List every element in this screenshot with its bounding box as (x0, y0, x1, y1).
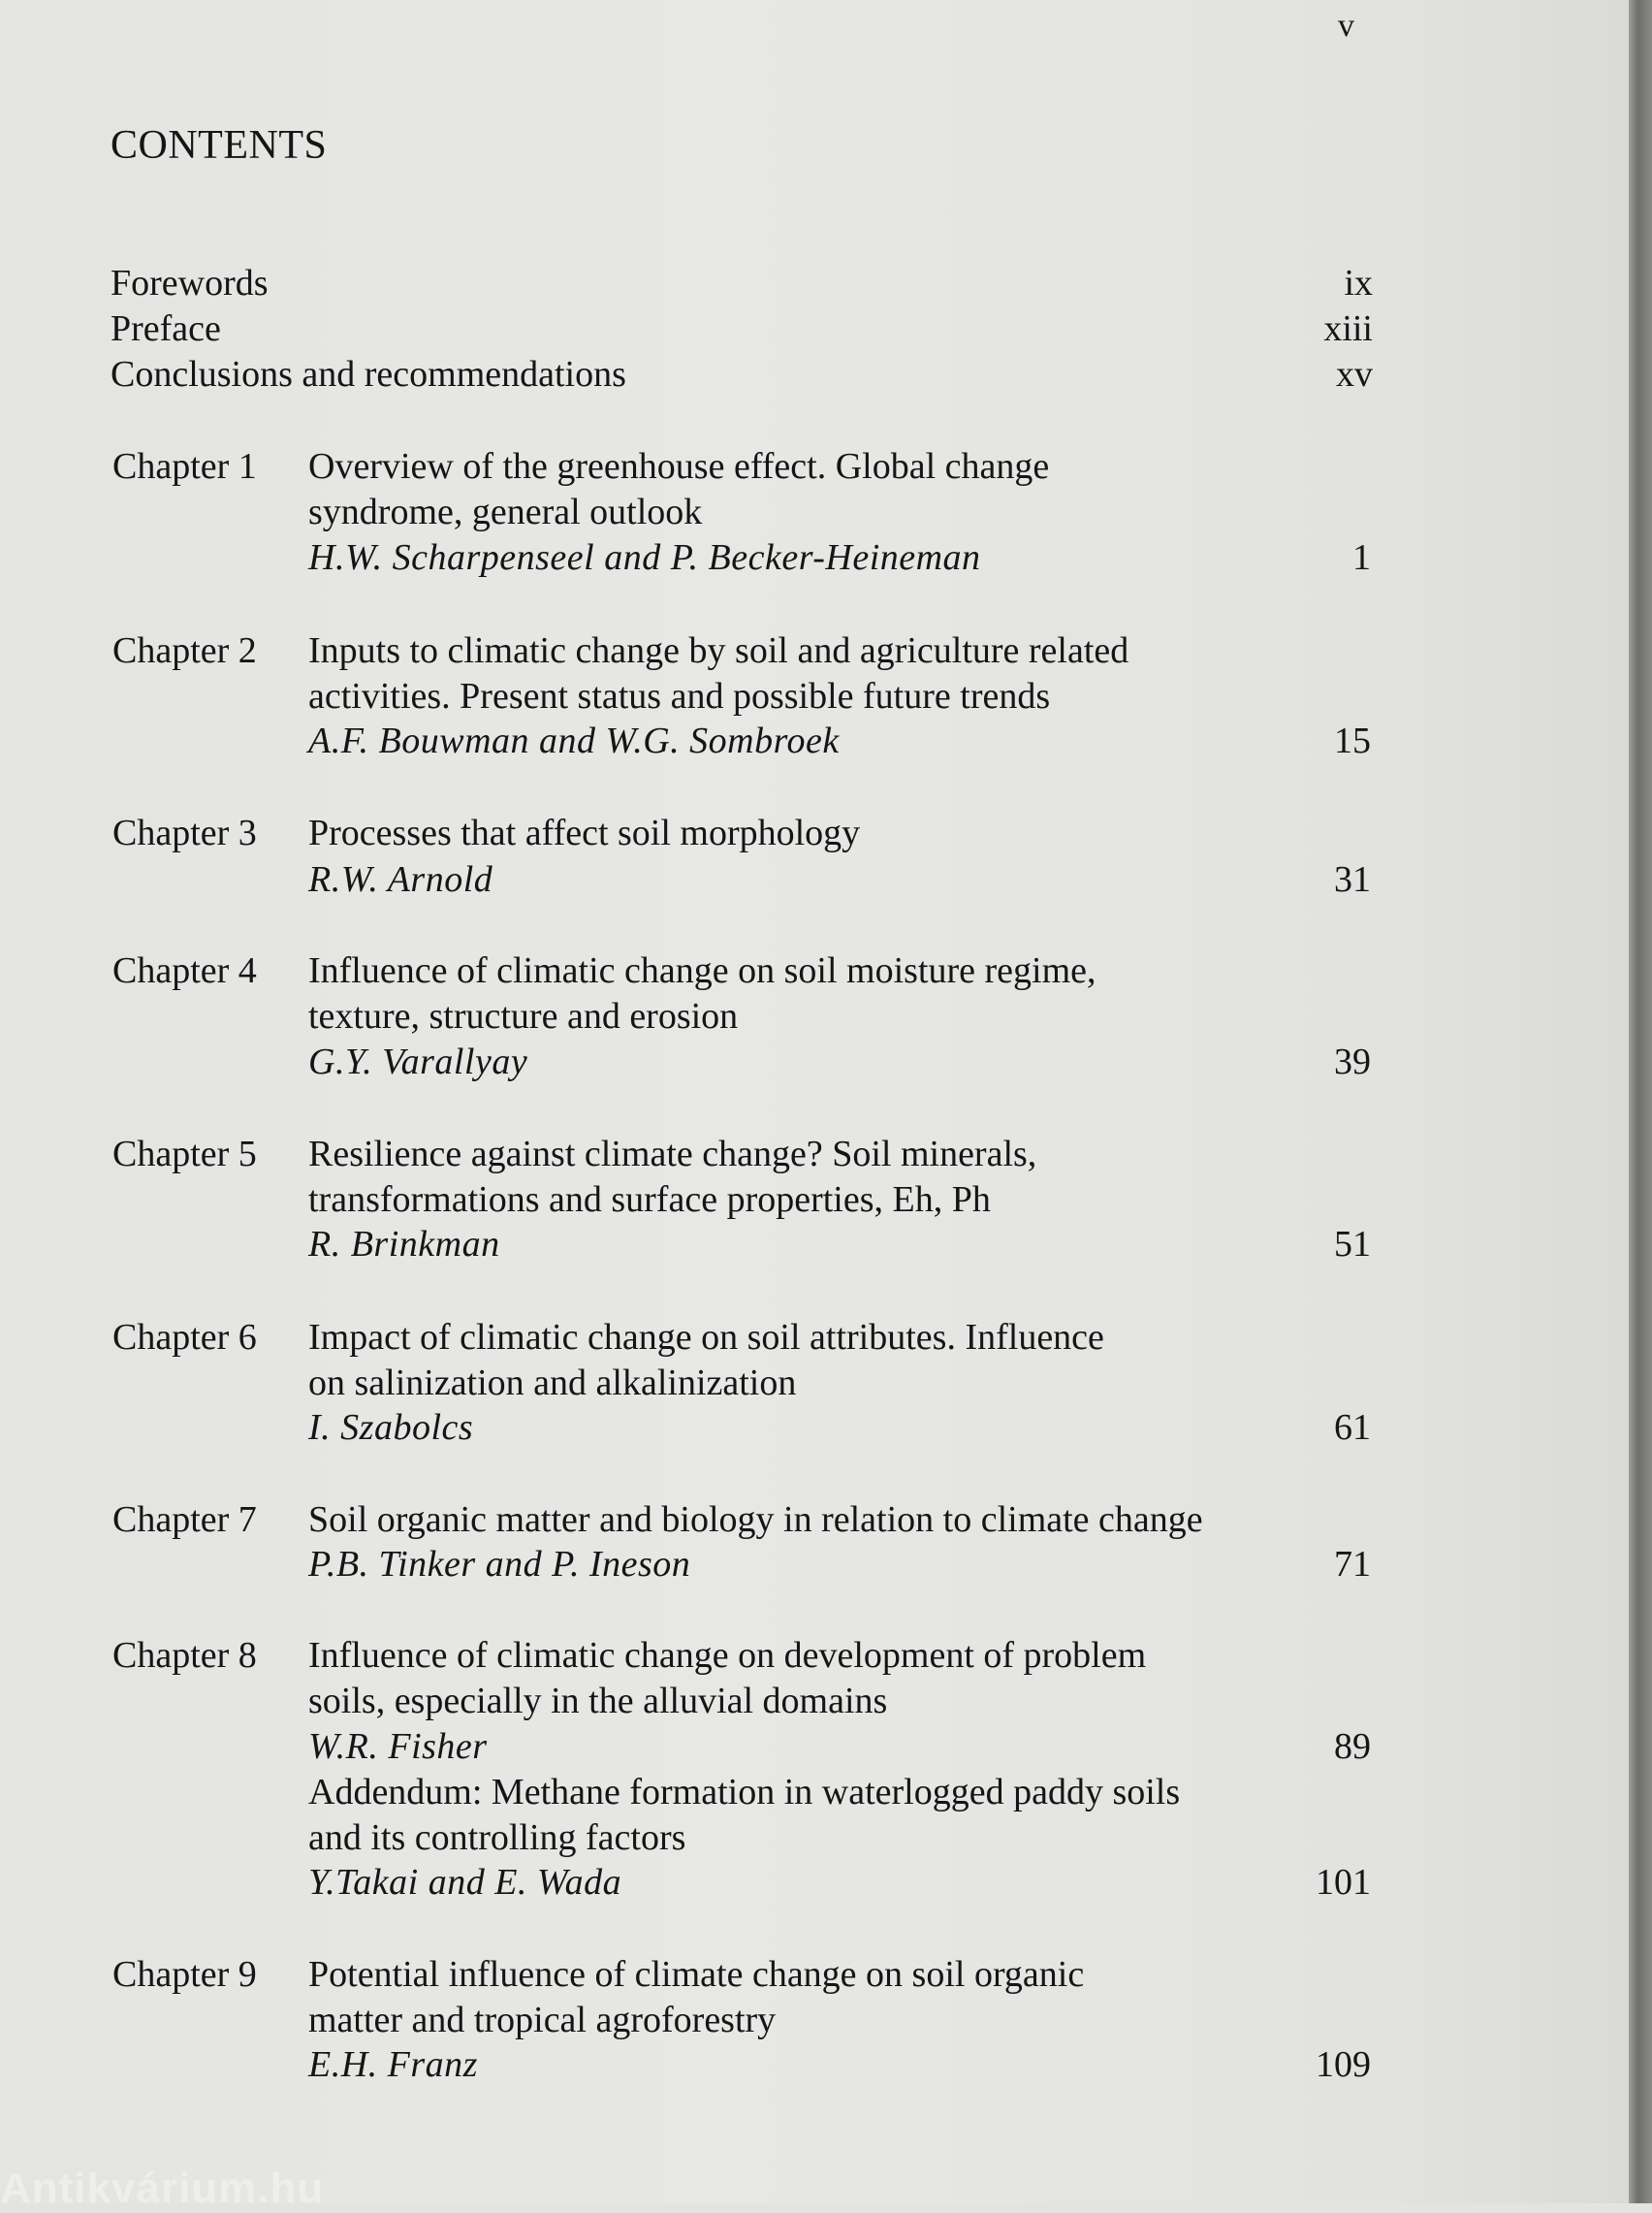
page-edge (1629, 0, 1652, 2203)
chapter-page: 61 (1334, 1407, 1371, 1448)
chapter-label: Chapter 2 (112, 630, 257, 671)
chapter-title-line: syndrome, general outlook (308, 492, 703, 532)
chapter-page: 1 (1352, 537, 1371, 578)
page-number: v (1338, 8, 1354, 44)
chapter-page: 89 (1334, 1726, 1371, 1767)
front-matter-page: xv (1336, 354, 1373, 395)
front-matter-title: Preface (111, 308, 221, 349)
chapter-label: Chapter 7 (112, 1499, 257, 1540)
chapter-page: 109 (1316, 2044, 1371, 2085)
chapter-title-line: Potential influence of climate change on soil organic (308, 1954, 1085, 1995)
chapter-authors: R. Brinkman (308, 1224, 500, 1265)
chapter-page: 39 (1334, 1042, 1371, 1082)
chapter-title-line: Influence of climatic change on development of problem (308, 1635, 1147, 1676)
chapter-authors: E.H. Franz (308, 2044, 478, 2085)
chapter-authors: A.F. Bouwman and W.G. Sombroek (308, 721, 840, 761)
chapter-label: Chapter 8 (112, 1635, 257, 1676)
chapter-title-line: transformations and surface properties, Eh, Ph (308, 1179, 991, 1220)
contents-heading: CONTENTS (111, 123, 328, 168)
watermark: Antikvárium.hu (0, 2165, 325, 2212)
chapter-label: Chapter 9 (112, 1954, 257, 1995)
addendum-title-line: and its controlling factors (308, 1817, 686, 1858)
addendum-page: 101 (1316, 1862, 1371, 1903)
chapter-title-line: matter and tropical agroforestry (308, 2000, 777, 2040)
chapter-title-line: Soil organic matter and biology in relation to climate change (308, 1499, 1203, 1540)
addendum-title-line: Addendum: Methane formation in waterlogged paddy soils (308, 1772, 1181, 1812)
front-matter-row (111, 353, 1373, 400)
chapter-authors: P.B. Tinker and P. Ineson (308, 1544, 691, 1585)
chapter-page: 71 (1334, 1544, 1371, 1585)
chapter-title-line: texture, structure and erosion (308, 996, 739, 1037)
chapter-label: Chapter 1 (112, 446, 257, 487)
chapter-authors: I. Szabolcs (308, 1407, 474, 1448)
chapter-label: Chapter 4 (112, 950, 257, 991)
chapter-title-line: on salinization and alkalinization (308, 1363, 797, 1403)
chapter-title-line: activities. Present status and possible future trends (308, 676, 1051, 717)
chapter-title-line: Inputs to climatic change by soil and agriculture related (308, 630, 1129, 671)
chapter-authors: W.R. Fisher (308, 1726, 488, 1767)
chapter-title-line: Resilience against climate change? Soil minerals, (308, 1134, 1037, 1174)
front-matter-row (111, 262, 1373, 308)
chapter-title-line: Influence of climatic change on soil moisture regime, (308, 950, 1096, 991)
front-matter-row (111, 307, 1373, 354)
chapter-title-line: Impact of climatic change on soil attributes. Influence (308, 1317, 1104, 1358)
chapter-page: 51 (1334, 1224, 1371, 1265)
front-matter-page: xiii (1323, 308, 1373, 349)
chapter-label: Chapter 3 (112, 813, 257, 853)
chapter-title-line: Processes that affect soil morphology (308, 813, 861, 853)
chapter-page: 15 (1334, 721, 1371, 761)
chapter-title-line: Overview of the greenhouse effect. Global change (308, 446, 1050, 487)
chapter-authors: R.W. Arnold (308, 859, 493, 900)
chapter-authors: G.Y. Varallyay (308, 1042, 528, 1082)
front-matter-title: Conclusions and recommendations (111, 354, 626, 395)
chapter-label: Chapter 6 (112, 1317, 257, 1358)
addendum-authors: Y.Takai and E. Wada (308, 1862, 622, 1903)
chapter-title-line: soils, especially in the alluvial domains (308, 1681, 888, 1721)
front-matter-title: Forewords (111, 263, 269, 304)
chapter-authors: H.W. Scharpenseel and P. Becker-Heineman (308, 537, 981, 578)
front-matter-page: ix (1344, 263, 1373, 304)
chapter-label: Chapter 5 (112, 1134, 257, 1174)
chapter-page: 31 (1334, 859, 1371, 900)
